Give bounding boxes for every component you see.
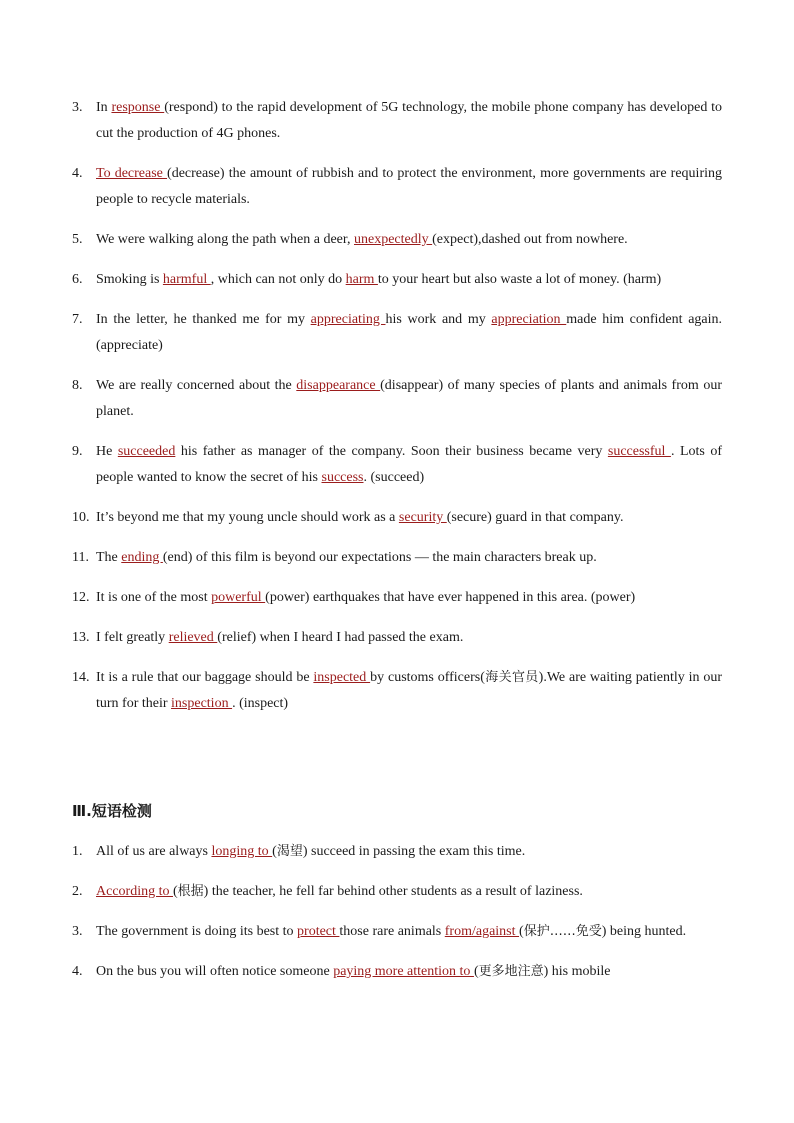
item-number: 1. (72, 844, 83, 859)
exercise-item (72, 227, 722, 253)
item-number: 8. (72, 378, 83, 393)
sentence-text: All of us are always (96, 844, 212, 859)
sentence-text: (decrease) the amount of rubbish and to protect the environment, more governments are requiring people to recycle materials. (96, 166, 722, 207)
sentence-text: ) succeed in passing the exam this time. (302, 844, 526, 859)
item-number: 14. (72, 670, 90, 685)
item-text (96, 585, 722, 611)
item-text (96, 267, 722, 293)
answer-blank: response (111, 100, 165, 115)
sentence-text: , which can not only do (210, 272, 346, 287)
sentence-text: made him confident again. (appreciate) (96, 312, 723, 353)
item-text (96, 959, 722, 985)
sentence-text: In (96, 100, 112, 115)
item-text (96, 95, 722, 147)
sentence-text: (power) earthquakes that have ever happened in this area. (power) (265, 590, 636, 605)
item-number: 7. (72, 312, 83, 327)
answer-blank: disappearance (296, 378, 381, 393)
answer-blank: security (398, 510, 447, 525)
exercise-item (72, 919, 722, 945)
item-number: 4. (72, 964, 83, 979)
sentence-text: . (inspect) (232, 696, 289, 711)
item-number: 11. (72, 550, 89, 565)
sentence-text: . Lots of people wanted to know the secret of his (96, 444, 722, 485)
answer-blank: ending (121, 550, 163, 565)
answer-blank: According to (96, 884, 173, 899)
item-text (96, 919, 722, 945)
answer-blank: harmful (162, 272, 211, 287)
phrase-exercises (72, 839, 722, 999)
exercise-item (72, 95, 722, 147)
item-text (96, 227, 722, 253)
item-number: 6. (72, 272, 83, 287)
answer-blank: unexpectedly (354, 232, 433, 247)
sentence-text: ) the teacher, he fell far behind other students as a result of laziness. (203, 884, 583, 899)
item-text (96, 373, 722, 425)
answer-blank: powerful (211, 590, 266, 605)
exercise-item (72, 505, 722, 531)
sentence-text: those rare animals (339, 924, 445, 939)
exercise-item (72, 585, 722, 611)
sentence-text: ( (272, 844, 277, 859)
item-text (96, 839, 722, 865)
sentence-text: ( (519, 924, 524, 939)
answer-blank: To decrease (96, 166, 168, 181)
sentence-text: We are really concerned about the (96, 378, 297, 393)
item-text (96, 625, 722, 651)
answer-blank: inspection (171, 696, 233, 711)
sentence-text: It’s beyond me that my young uncle should work as a (96, 510, 399, 525)
sentence-text: ).We are waiting patiently in our turn for their (96, 670, 723, 711)
exercise-item (72, 625, 722, 651)
sentence-text: (relief) when I heard I had passed the exam. (217, 630, 464, 645)
sentence-text: his father as manager of the company. Soon their business became very (175, 444, 608, 459)
answer-blank: success (321, 470, 364, 485)
item-number: 3. (72, 924, 83, 939)
item-number: 9. (72, 444, 83, 459)
item-number: 5. (72, 232, 83, 247)
item-text (96, 545, 722, 571)
sentence-text: (secure) guard in that company. (446, 510, 624, 525)
exercise-item (72, 439, 722, 491)
exercise-item (72, 161, 722, 213)
item-text (96, 505, 722, 531)
item-number: 3. (72, 100, 83, 115)
section-title: Ⅲ.短语检测 (72, 802, 152, 820)
sentence-text: It is one of the most (96, 590, 212, 605)
sentence-text: He (96, 444, 118, 459)
item-number: 2. (72, 884, 83, 899)
exercise-item (72, 373, 722, 425)
answer-blank: harm (345, 272, 378, 287)
exercise-item (72, 307, 722, 359)
item-text (96, 161, 722, 213)
sentence-text: to your heart but also waste a lot of money. (harm) (377, 272, 662, 287)
chinese-hint: 渴望 (276, 844, 303, 859)
answer-blank: protect (297, 924, 340, 939)
sentence-text: (end) of this film is beyond our expectations — the main characters break up. (162, 550, 597, 565)
sentence-text: In the letter, he thanked me for my (96, 312, 311, 327)
sentence-text: ) his mobile (543, 964, 611, 979)
item-text (96, 307, 722, 359)
sentence-text: ( (172, 884, 178, 899)
exercise-item (72, 959, 722, 985)
word-form-exercises (72, 95, 722, 731)
answer-blank: appreciating (310, 312, 386, 327)
sentence-text: . (succeed) (363, 470, 425, 485)
sentence-text: (disappear) of many species of plants and animals from our planet. (96, 378, 722, 419)
sentence-text: I felt greatly (96, 630, 169, 645)
answer-blank: inspected (313, 670, 371, 685)
exercise-item (72, 267, 722, 293)
item-text (96, 665, 722, 717)
answer-blank: paying more attention to (333, 964, 474, 979)
sentence-text: On the bus you will often notice someone (96, 964, 334, 979)
item-number: 4. (72, 166, 83, 181)
item-number: 12. (72, 590, 90, 605)
sentence-text: Smoking is (96, 272, 163, 287)
answer-blank: relieved (168, 630, 218, 645)
chinese-hint: 根据 (177, 884, 204, 899)
sentence-text: by customs officers( (370, 670, 485, 685)
exercise-item (72, 665, 722, 717)
answer-blank: succeeded (117, 444, 176, 459)
answer-blank: successful (607, 444, 671, 459)
sentence-text: his work and my (385, 312, 492, 327)
chinese-hint: 海关官员 (484, 670, 539, 685)
exercise-item (72, 839, 722, 865)
answer-blank: longing to (211, 844, 273, 859)
chinese-hint: 保护……免受 (523, 924, 602, 939)
answer-blank: appreciation (491, 312, 567, 327)
exercise-item (72, 545, 722, 571)
sentence-text: ) being hunted. (601, 924, 687, 939)
sentence-text: ( (473, 964, 479, 979)
item-text (96, 439, 722, 491)
answer-blank: from/against (444, 924, 520, 939)
sentence-text: The (96, 550, 122, 565)
item-number: 10. (72, 510, 90, 525)
sentence-text: The government is doing its best to (96, 924, 298, 939)
sentence-text: (respond) to the rapid development of 5G technology, the mobile phone company has developed to cut the production of 4G phones. (96, 100, 722, 141)
sentence-text: We were walking along the path when a deer, (96, 232, 354, 247)
item-text (96, 879, 722, 905)
chinese-hint: 更多地注意 (478, 964, 544, 979)
item-number: 13. (72, 630, 90, 645)
sentence-text: It is a rule that our baggage should be (96, 670, 314, 685)
sentence-text: (expect),dashed out from nowhere. (432, 232, 628, 247)
exercise-item (72, 879, 722, 905)
